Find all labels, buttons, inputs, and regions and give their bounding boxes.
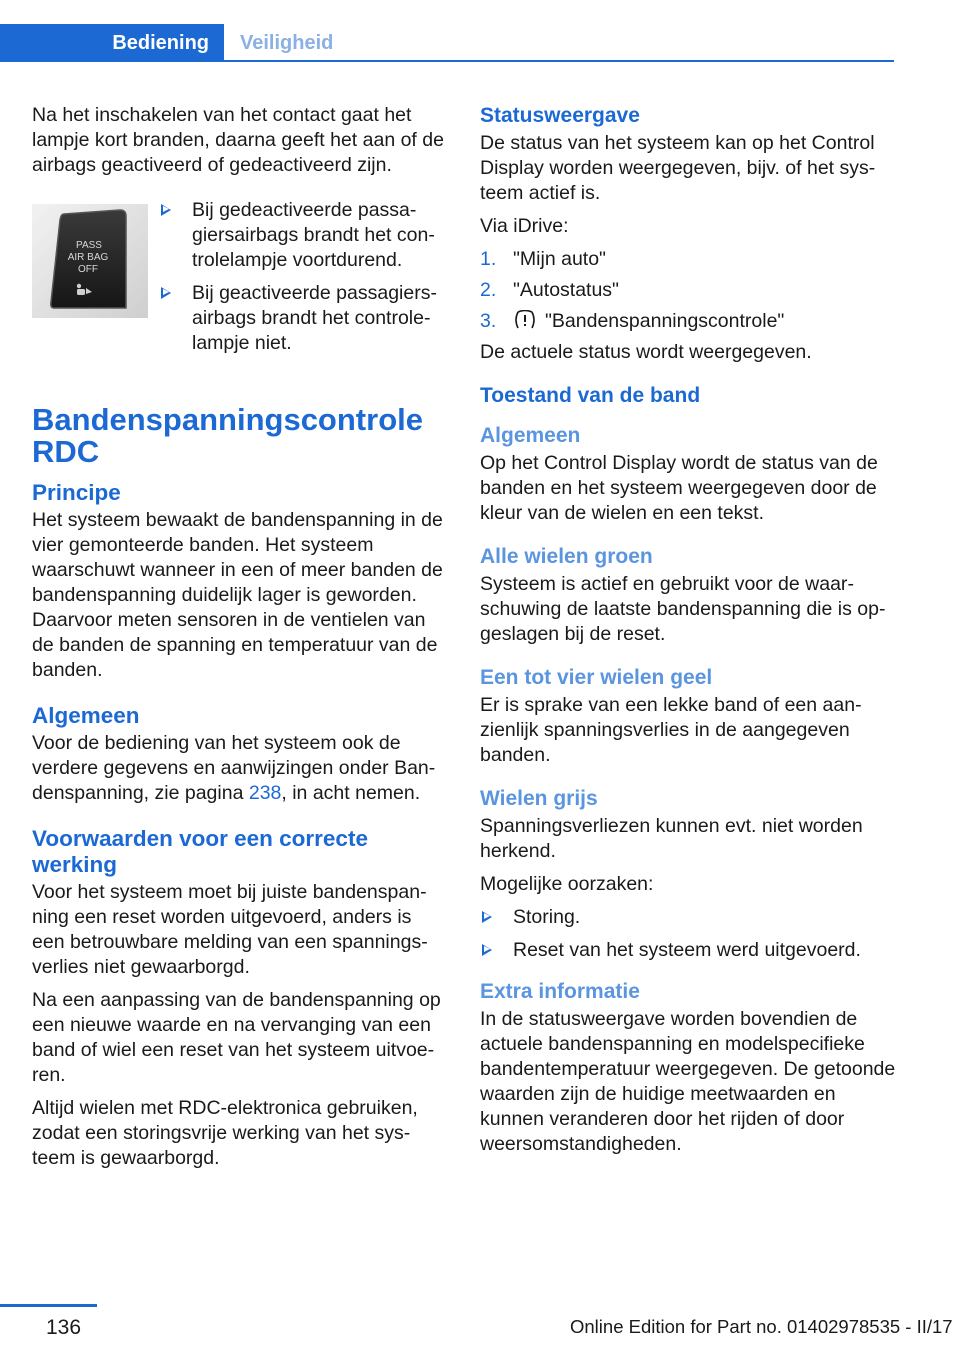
principe-text: Het systeem bewaakt de bandenspanning in de vier gemonteerde banden. Het systeem waarschuwt wanneer in een of meer banden de bandenspanning duidelijk lager is geworden. Daarvoor meten sensoren in de ventielen van de banden de spanning en temperatuur van de banden.: [32, 509, 443, 681]
list-item: [480, 278, 898, 303]
bullet-text: Storing.: [513, 906, 581, 928]
tab-bediening[interactable]: Bediening: [0, 24, 224, 62]
algemeen-heading: Algemeen: [32, 703, 140, 728]
list-item: [480, 309, 898, 334]
right-column: [480, 103, 898, 1165]
intro-paragraph: Na het inschakelen van het contact gaat het lampje kort branden, daarna geeft het aan of de airbags geactiveerd of gedeactiveerd zijn.: [32, 104, 444, 176]
toestand-heading: Toestand van de band: [480, 384, 701, 407]
bullet-triangle-icon: [482, 944, 492, 956]
idrive-steps: [480, 247, 898, 334]
section-title: Bandenspanningscontrole RDC: [32, 402, 423, 469]
tab-veiligheid[interactable]: Veiligheid: [240, 32, 334, 54]
grijs-text: Spanningsverliezen kunnen evt. niet worden herkend.: [480, 815, 863, 862]
photo-label-pass: PASS: [76, 240, 102, 251]
page-number: 136: [46, 1316, 82, 1339]
list-item: [480, 938, 898, 963]
airbag-indicator-figure: [32, 198, 446, 404]
via-idrive-text: Via iDrive:: [480, 215, 569, 237]
page-238-link[interactable]: 238: [248, 782, 282, 804]
bullet-triangle-icon: [482, 911, 492, 923]
footer-rule: [0, 1304, 97, 1307]
statusweergave-text: De status van het systeem kan op het Control Display worden weergegeven, bijv. of het systeem actief is.: [480, 132, 876, 204]
bullet-text: Reset van het systeem werd uitgevoerd.: [513, 939, 861, 961]
step-number: 3.: [480, 310, 497, 332]
list-item: [159, 198, 449, 273]
step-text: "Mijn auto": [513, 248, 606, 270]
extra-heading: Extra informatie: [480, 980, 640, 1003]
header-rule: [0, 60, 894, 62]
list-item: [159, 281, 449, 356]
statusweergave-heading: Statusweergave: [480, 104, 640, 127]
oorzaken-text: Mogelijke oorzaken:: [480, 873, 654, 895]
toestand-algemeen-text: Op het Control Display wordt de status van de banden en het systeem weergegeven door de kleur van de wielen en een tekst.: [480, 452, 878, 524]
indicator-bullet-list: [159, 198, 449, 364]
oorzaken-list: [480, 905, 898, 963]
bullet-triangle-icon: [161, 287, 171, 299]
bullet-text: Bij gedeactiveerde passagiersairbags brandt het controlelampje voortdurend.: [192, 199, 435, 271]
geel-text: Er is sprake van een lekke band of een aanzienlijk spanningsverlies in de aangegeven banden.: [480, 694, 862, 766]
algemeen-text-after: , in acht nemen.: [281, 782, 421, 804]
passenger-airbag-off-indicator-image: [32, 204, 148, 318]
list-item: [480, 247, 898, 272]
algemeen-text-before: Voor de bediening van het systeem ook de verdere gegevens en aanwijzingen onder Bandenspanning, zie pagina: [32, 732, 436, 804]
voorwaarden-paragraph-2: Na een aanpassing van de bandenspanning op een nieuwe waarde en na vervanging van een band of wiel een reset van het systeem uitvoeren.: [32, 989, 441, 1086]
status-after-text: De actuele status wordt weergegeven.: [480, 341, 812, 363]
photo-label-off: OFF: [78, 264, 98, 275]
algemeen-text: [32, 731, 446, 806]
voorwaarden-heading: Voorwaarden voor een correcte werking: [32, 826, 368, 877]
photo-label-airbag: AIR BAG: [67, 252, 109, 263]
section-tabs: [0, 24, 894, 62]
step-number: 2.: [480, 279, 497, 301]
principe-heading: Principe: [32, 480, 121, 505]
grijs-heading: Wielen grijs: [480, 787, 598, 810]
step-text: "Bandenspanningscontrole": [545, 310, 785, 332]
groen-text: Systeem is actief en gebruikt voor de waarschuwing de laatste bandenspanning die is opgeslagen bij de reset.: [480, 573, 886, 645]
step-number: 1.: [480, 248, 497, 270]
step-text: "Autostatus": [513, 279, 619, 301]
extra-text: In de statusweergave worden bovendien de actuele bandenspanning en modelspecifieke bandentemperatuur weergegeven. De getoonde waarden zijn de huidige meetwaarden en kunnen veranderen door het rijden of door weersomstandigheden.: [480, 1008, 896, 1155]
toestand-algemeen-heading: Algemeen: [480, 424, 581, 447]
list-item: [480, 905, 898, 930]
groen-heading: Alle wielen groen: [480, 545, 653, 568]
left-column: [32, 103, 446, 1179]
bullet-text: Bij geactiveerde passagiersairbags brandt het controlelampje niet.: [192, 282, 437, 354]
geel-heading: Een tot vier wielen geel: [480, 666, 713, 689]
edition-text: Online Edition for Part no. 01402978535 - II/17: [570, 1316, 953, 1337]
tire-pressure-warning-icon: [513, 310, 537, 330]
voorwaarden-paragraph-1: Voor het systeem moet bij juiste bandenspanning een reset worden uitgevoerd, anders is een betrouwbare melding van een spanningsverlies niet gewaarborgd.: [32, 881, 428, 978]
bullet-triangle-icon: [161, 204, 171, 216]
voorwaarden-paragraph-3: Altijd wielen met RDC-elektronica gebruiken, zodat een storingsvrije werking van het systeem is gewaarborgd.: [32, 1097, 418, 1169]
